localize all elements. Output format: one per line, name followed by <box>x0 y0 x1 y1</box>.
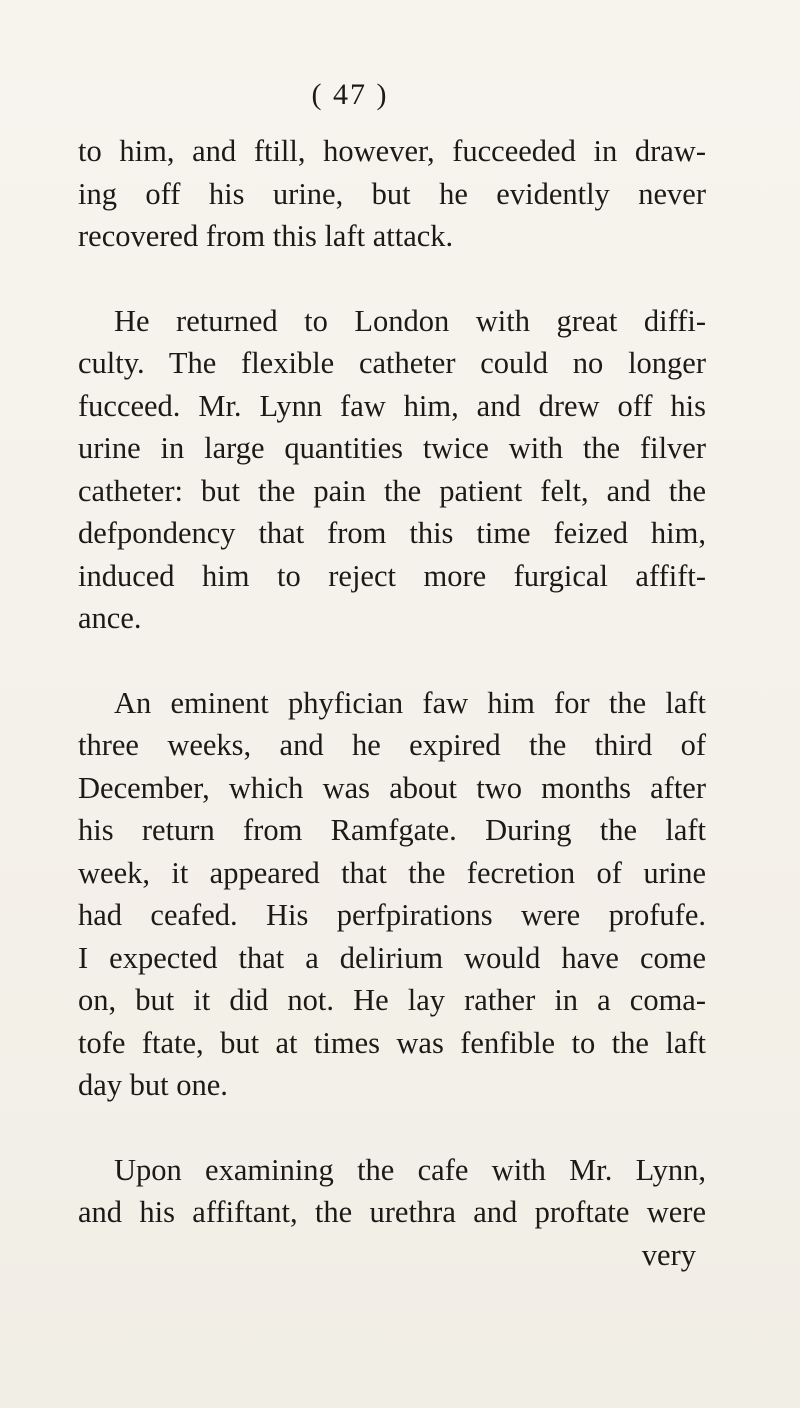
text-line: December, which was about two months after <box>78 770 706 805</box>
text-line: I expected that a delirium would have come <box>78 940 706 975</box>
text-line: defpondency that from this time feized him, <box>78 516 706 550</box>
paragraph-2 <box>78 300 706 640</box>
text-line: Upon examining the cafe with Mr. Lynn, <box>114 1152 706 1187</box>
text-line: on, but it did not. He lay rather in a coma- <box>78 983 706 1017</box>
paragraph-1 <box>78 130 706 258</box>
text-line: culty. The flexible catheter could no longer <box>78 346 706 380</box>
paragraph-4 <box>78 1149 706 1277</box>
text-line: urine in large quantities twice with the filver <box>78 431 706 465</box>
text-line: fucceed. Mr. Lynn faw him, and drew off his <box>78 388 706 423</box>
text-line: An eminent phyfician faw him for the laft <box>114 685 706 720</box>
body-text <box>78 130 706 1276</box>
paragraph-3 <box>78 682 706 1107</box>
page-number: ( 47 ) <box>311 78 389 111</box>
text-line: day but one. <box>78 1068 228 1102</box>
text-line: tofe ftate, but at times was fenfible to the laft <box>78 1025 706 1060</box>
text-line: ing off his urine, but he evidently never <box>78 176 706 211</box>
catchword: very <box>641 1237 696 1272</box>
text-line: had ceafed. His perfpirations were profufe. <box>78 898 706 932</box>
text-line: ance. <box>78 601 142 635</box>
text-line: induced him to reject more furgical affift- <box>78 558 706 593</box>
text-line: He returned to London with great diffi- <box>114 303 706 338</box>
text-line: to him, and ftill, however, fucceeded in draw- <box>78 134 706 168</box>
text-line: three weeks, and he expired the third of <box>78 728 706 762</box>
text-line: his return from Ramfgate. During the laft <box>78 813 706 847</box>
text-line: catheter: but the pain the patient felt, and the <box>78 473 706 508</box>
text-line: week, it appeared that the fecretion of urine <box>78 855 706 890</box>
text-line: and his affiftant, the urethra and proftate were <box>78 1195 706 1229</box>
text-line: recovered from this laft attack. <box>78 219 454 253</box>
